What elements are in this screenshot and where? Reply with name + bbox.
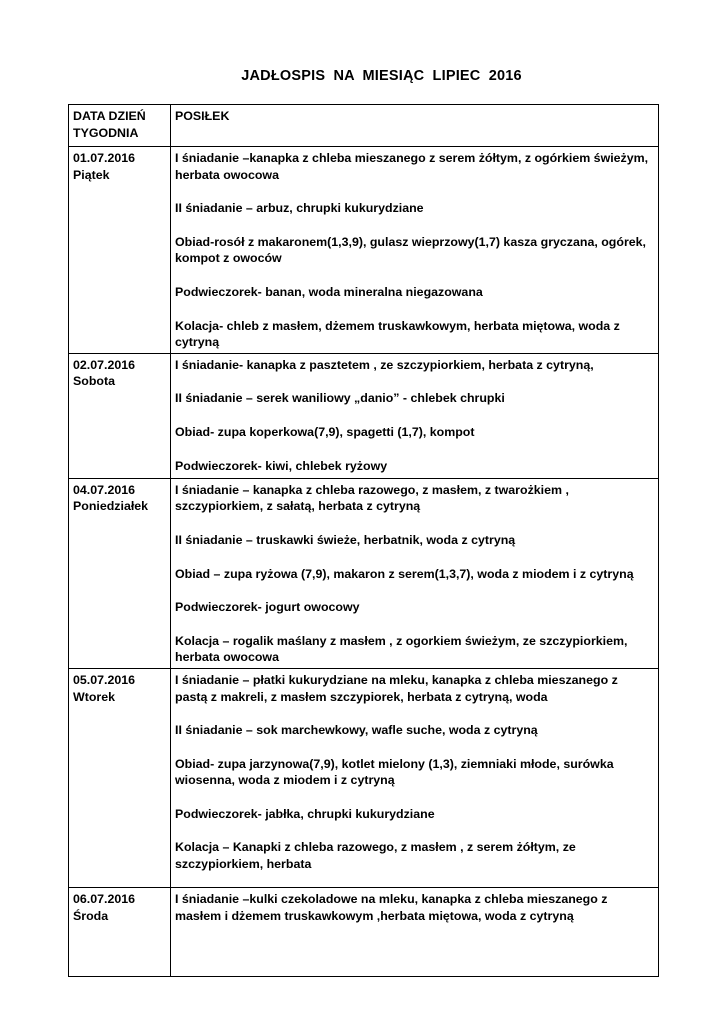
day-weekday: Poniedziałek (73, 499, 149, 514)
meal-entry: II śniadanie – arbuz, chrupki kukurydziane (175, 201, 424, 216)
table-row (69, 147, 659, 354)
page-title: JADŁOSPIS NA MIESIĄC LIPIEC 2016 (241, 68, 522, 84)
meal-entry: Obiad-rosół z makaronem(1,3,9), gulasz wieprzowy(1,7) kasza gryczana, ogórek, kompot z owoców (175, 234, 646, 266)
meal-entry: Podwieczorek- banan, woda mineralna niegazowana (175, 284, 483, 299)
day-date: 06.07.2016 (73, 891, 136, 906)
header-meal-label: POSIŁEK (175, 109, 230, 123)
day-cell (69, 147, 171, 354)
day-date: 02.07.2016 (73, 357, 136, 372)
menu-table (68, 104, 659, 977)
meals-cell (171, 147, 659, 354)
day-date: 01.07.2016 (73, 151, 136, 165)
meal-entry: Podwieczorek- jogurt owocowy (175, 600, 360, 615)
meal-entry: Podwieczorek- kiwi, chlebek ryżowy (175, 458, 388, 473)
day-cell (69, 668, 171, 887)
header-meal-column (171, 105, 659, 147)
meal-entry: Obiad- zupa jarzynowa(7,9), kotlet mielony (1,3), ziemniaki młode, surówka wiosenna, woda z miodem i z cytryną (175, 756, 614, 788)
day-date: 05.07.2016 (73, 672, 136, 687)
table-row (69, 353, 659, 478)
meal-entry: II śniadanie – sok marchewkowy, wafle suche, woda z cytryną (175, 723, 538, 738)
meal-entry: Kolacja – Kanapki z chleba razowego, z masłem , z serem żółtym, ze szczypiorkiem, herbata (175, 840, 576, 872)
meal-entry: I śniadanie –kanapka z chleba mieszanego z serem żółtym, z ogórkiem świeżym, herbata owocowa (175, 151, 649, 182)
header-date-line-1: DATA DZIEŃ (73, 109, 146, 123)
table-row (69, 478, 659, 668)
meal-entry: II śniadanie – truskawki świeże, herbatnik, woda z cytryną (175, 532, 516, 547)
meal-entry: I śniadanie- kanapka z pasztetem , ze szczypiorkiem, herbata z cytryną, (175, 357, 594, 372)
meal-entry: II śniadanie – serek waniliowy „danio” - chlebek chrupki (175, 391, 505, 406)
header-date-column (69, 105, 171, 147)
table-header-row (69, 105, 659, 147)
day-cell (69, 887, 171, 976)
day-cell (69, 478, 171, 668)
day-weekday: Wtorek (73, 689, 115, 704)
meal-entry: I śniadanie – kanapka z chleba razowego, z masłem, z twarożkiem , szczypiorkiem, z sałatą, herbata z cytryną (175, 482, 569, 514)
day-weekday: Sobota (73, 374, 115, 389)
day-cell (69, 353, 171, 478)
meals-cell (171, 353, 659, 478)
table-row (69, 668, 659, 887)
meal-entry: Kolacja – rogalik maślany z masłem , z ogorkiem świeżym, ze szczypiorkiem, herbata owocowa (175, 633, 628, 665)
day-date: 04.07.2016 (73, 482, 136, 497)
meal-entry: Kolacja- chleb z masłem, dżemem truskawkowym, herbata miętowa, woda z cytryną (175, 318, 620, 350)
meal-entry: I śniadanie – płatki kukurydziane na mleku, kanapka z chleba mieszanego z pastą z makreli, z masłem szczypiorek, herbata z cytryną, woda (175, 672, 618, 704)
table-row (69, 887, 659, 976)
meal-entry: Podwieczorek- jabłka, chrupki kukurydziane (175, 806, 435, 821)
header-date-line-2: TYGODNIA (73, 125, 139, 140)
day-weekday: Środa (73, 908, 109, 923)
meal-entry: Obiad – zupa ryżowa (7,9), makaron z serem(1,3,7), woda z miodem i z cytryną (175, 566, 634, 581)
meal-entry: I śniadanie –kulki czekoladowe na mleku, kanapka z chleba mieszanego z masłem i dżemem truskawkowym ,herbata miętowa, woda z cytryną (175, 891, 608, 923)
meals-cell (171, 668, 659, 887)
day-weekday: Piątek (73, 167, 110, 182)
meals-cell (171, 887, 659, 976)
meal-entry: Obiad- zupa koperkowa(7,9), spagetti (1,7), kompot (175, 424, 475, 439)
meals-cell (171, 478, 659, 668)
